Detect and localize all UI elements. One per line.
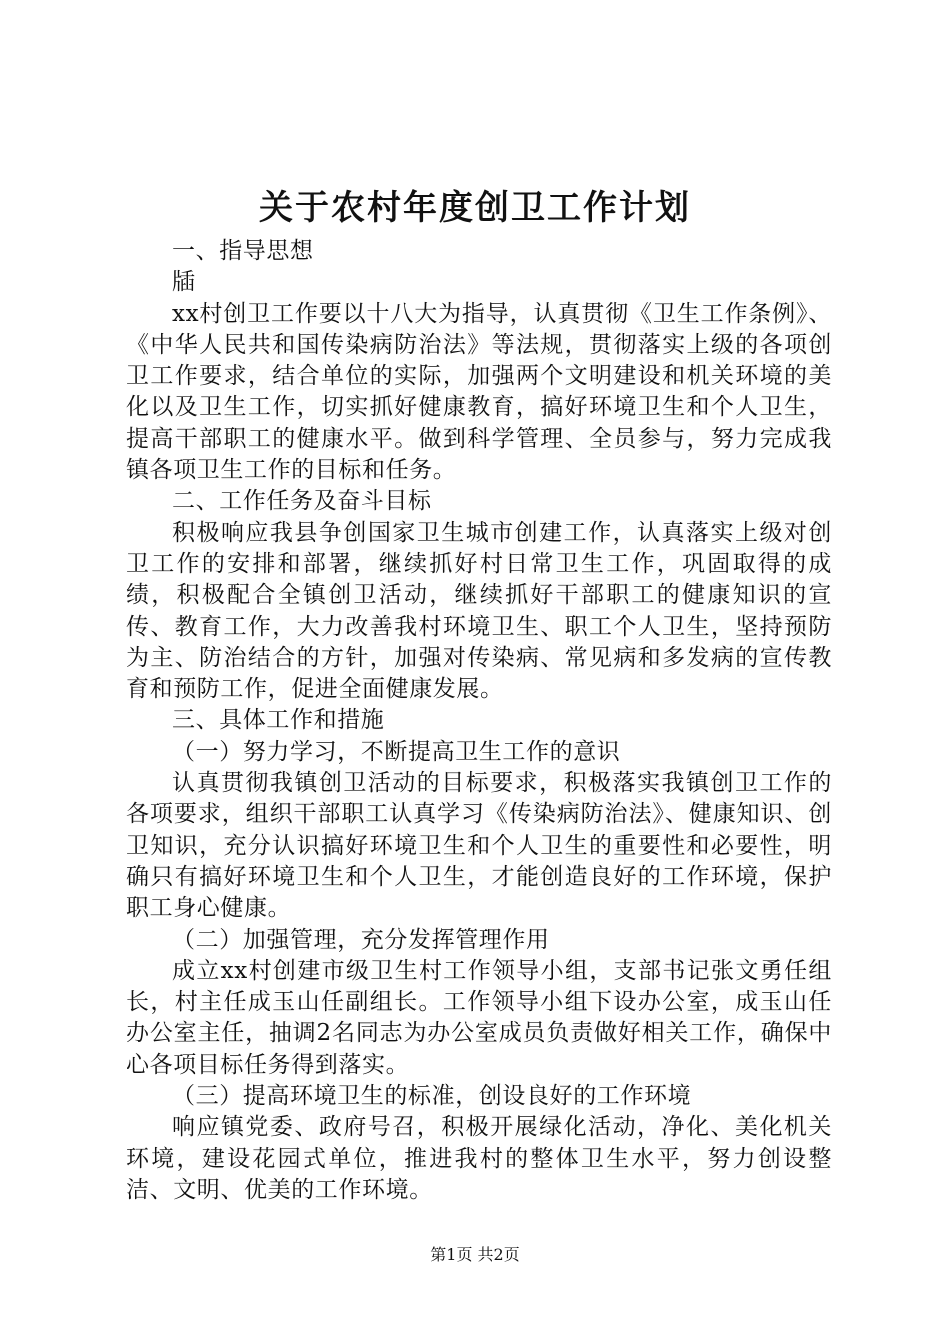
- page-number-footer: 第1页 共2页: [430, 1245, 520, 1264]
- paragraph-environment: 响应镇党委、政府号召，积极开展绿化活动，净化、美化机关环境，建设花园式单位，推进我村的整体卫生水平，努力创设整洁、文明、优美的工作环境。: [126, 1114, 832, 1203]
- document-title: 关于农村年度创卫工作计划: [259, 188, 691, 228]
- paragraph-study: 认真贯彻我镇创卫活动的目标要求，积极落实我镇创卫工作的各项要求，组织干部职工认真学习《传染病防治法》、健康知识、创卫知识，充分认识搞好环境卫生和个人卫生的重要性和必要性，明确只有搞好环境卫生和个人卫生，才能创造良好的工作环境，保护职工身心健康。: [126, 770, 832, 922]
- subsection-heading-management: （二）加强管理，充分发挥管理作用: [172, 926, 550, 953]
- paragraph-management: 成立xx村创建市级卫生村工作领导小组，支部书记张文勇任组长，村主任成玉山任副组长。工作领导小组下设办公室，成玉山任办公室主任，抽调2名同志为办公室成员负责做好相关工作，确保中心各项目标任务得到落实。: [126, 957, 832, 1078]
- section-heading-guiding-ideology: 一、指导思想: [172, 238, 314, 264]
- stray-character: 牐: [172, 269, 196, 296]
- paragraph-tasks-goals: 积极响应我县争创国家卫生城市创建工作，认真落实上级对创卫工作的安排和部署，继续抓好村日常卫生工作，巩固取得的成绩，积极配合全镇创卫活动，继续抓好干部职工的健康知识的宣传、教育工作，大力改善我村环境卫生、职工个人卫生，坚持预防为主、防治结合的方针，加强对传染病、常见病和多发病的宣传教育和预防工作，促进全面健康发展。: [126, 519, 832, 703]
- section-heading-tasks-goals: 二、工作任务及奋斗目标: [172, 488, 432, 515]
- subsection-heading-study: （一）努力学习，不断提高卫生工作的意识: [172, 738, 621, 765]
- section-heading-measures: 三、具体工作和措施: [172, 707, 385, 734]
- paragraph-guiding-ideology: xx村创卫工作要以十八大为指导，认真贯彻《卫生工作条例》、《中华人民共和国传染病防治法》等法规，贯彻落实上级的各项创卫工作要求，结合单位的实际，加强两个文明建设和机关环境的美化以及卫生工作，切实抓好健康教育，搞好环境卫生和个人卫生，提高干部职工的健康水平。做到科学管理、全员参与，努力完成我镇各项卫生工作的目标和任务。: [126, 300, 832, 484]
- document-body: [126, 236, 832, 1206]
- subsection-heading-environment: （三）提高环境卫生的标准，创设良好的工作环境: [172, 1083, 692, 1110]
